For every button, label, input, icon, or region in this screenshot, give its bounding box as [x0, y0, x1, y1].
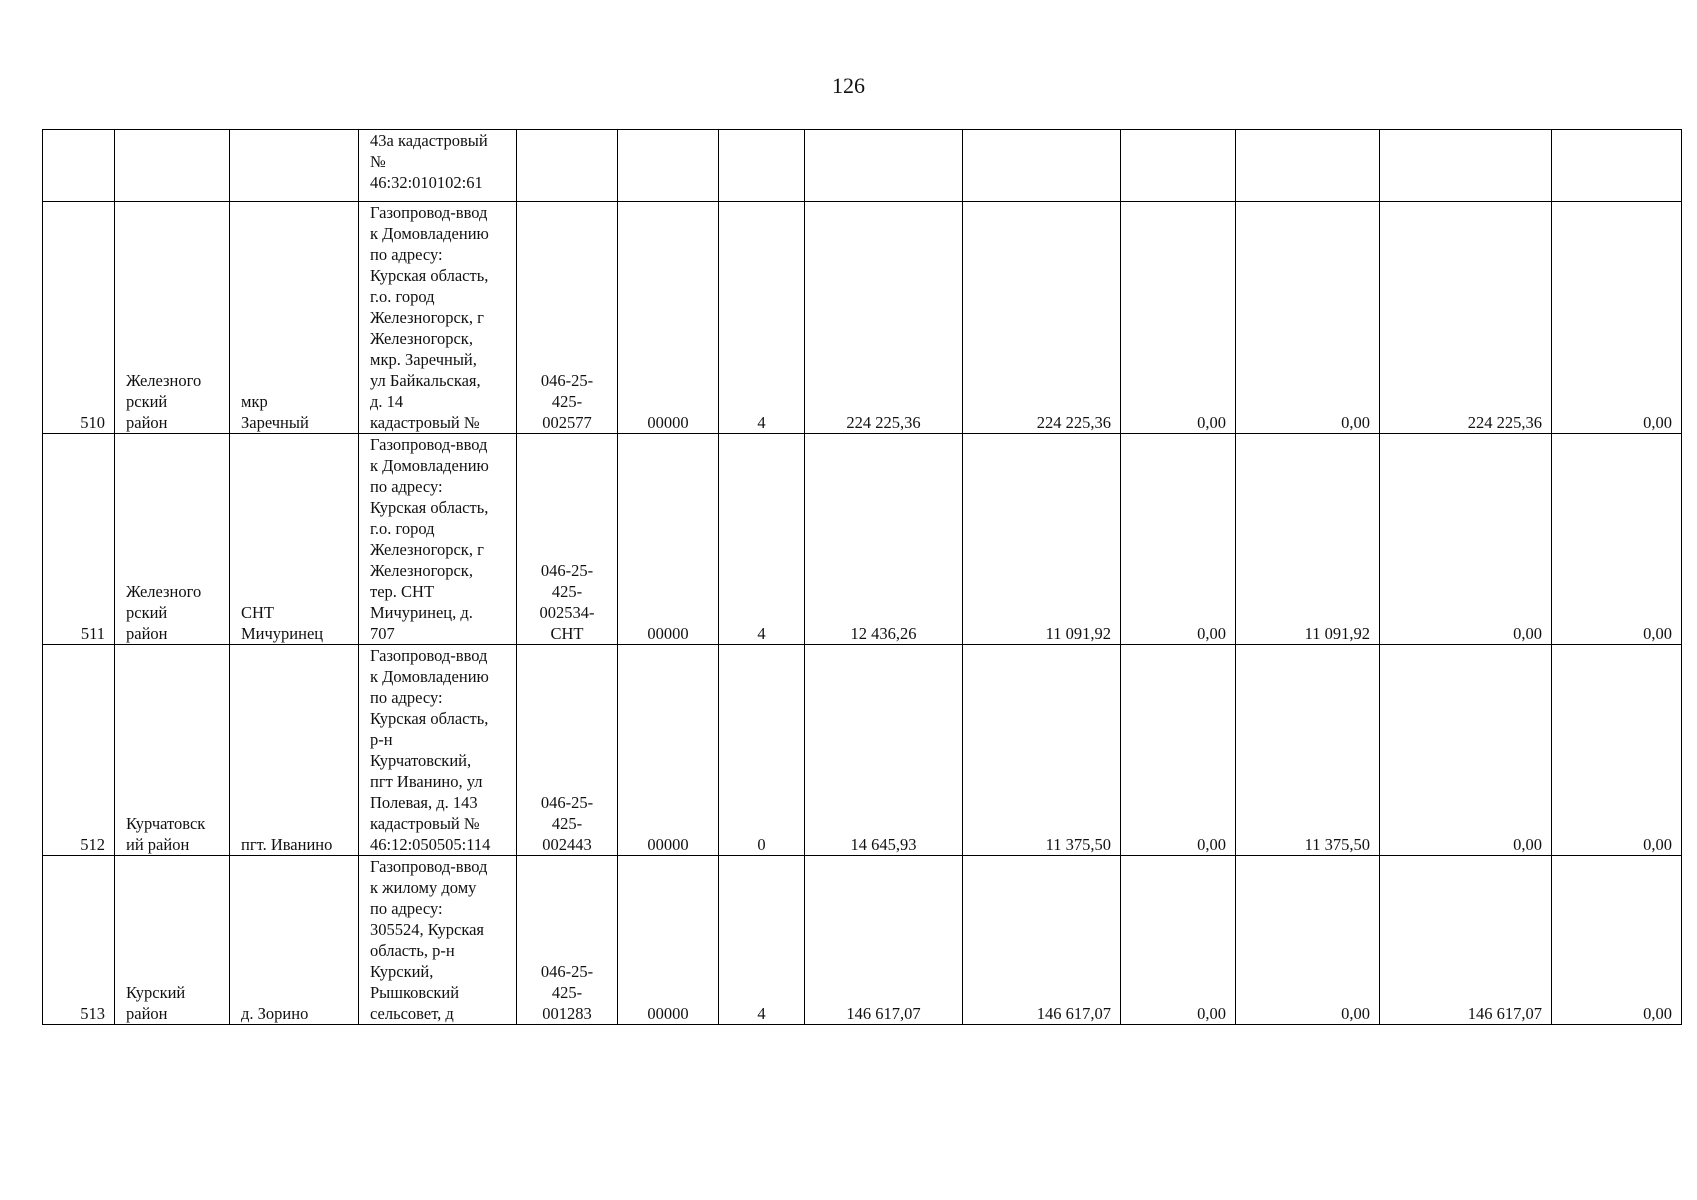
- cell-initial-cost: 146 617,07: [805, 856, 963, 1025]
- cell-group: 4: [719, 434, 805, 645]
- table-row: [43, 130, 1682, 202]
- cell-value-a: 0,00: [1121, 645, 1236, 856]
- cell-value-c: [1380, 130, 1552, 202]
- cell-value-d: 0,00: [1552, 202, 1682, 434]
- cell-district: Курчатовск ий район: [115, 645, 230, 856]
- cell-index: 511: [43, 434, 115, 645]
- cell-value-b: 11 091,92: [1236, 434, 1380, 645]
- cell-group: 0: [719, 645, 805, 856]
- cell-locality: СНТ Мичуринец: [230, 434, 359, 645]
- cell-value-a: 0,00: [1121, 202, 1236, 434]
- cell-initial-cost: 224 225,36: [805, 202, 963, 434]
- cell-inventory-number: 046-25- 425- 002443: [517, 645, 618, 856]
- cell-index: 512: [43, 645, 115, 856]
- cell-value-a: 0,00: [1121, 856, 1236, 1025]
- table-row: [43, 202, 1682, 434]
- cell-code: 00000: [618, 202, 719, 434]
- cell-code: 00000: [618, 645, 719, 856]
- table-row: [43, 434, 1682, 645]
- cell-inventory-number: 046-25- 425- 002577: [517, 202, 618, 434]
- cell-value-b: 0,00: [1236, 202, 1380, 434]
- asset-registry-table: [42, 129, 1682, 1025]
- cell-group: 4: [719, 856, 805, 1025]
- cell-description: Газопровод-ввод к Домовладению по адресу: Курская область, г.о. город Железногорск, г Железногорск, мкр. Заречный, ул Байкальская, д. 14 кадастровый №: [359, 202, 517, 434]
- cell-value-c: 0,00: [1380, 645, 1552, 856]
- cell-district: Железного рский район: [115, 202, 230, 434]
- cell-value-a: [1121, 130, 1236, 202]
- cell-description: 43а кадастровый № 46:32:010102:61: [359, 130, 517, 202]
- cell-value-b: 0,00: [1236, 856, 1380, 1025]
- cell-residual-cost: 146 617,07: [963, 856, 1121, 1025]
- cell-inventory-number: 046-25- 425- 002534- СНТ: [517, 434, 618, 645]
- cell-residual-cost: 11 375,50: [963, 645, 1121, 856]
- cell-inventory-number: [517, 130, 618, 202]
- cell-value-a: 0,00: [1121, 434, 1236, 645]
- page-number: 126: [832, 73, 865, 98]
- cell-code: 00000: [618, 856, 719, 1025]
- cell-value-c: 146 617,07: [1380, 856, 1552, 1025]
- cell-value-d: [1552, 130, 1682, 202]
- cell-residual-cost: 11 091,92: [963, 434, 1121, 645]
- cell-inventory-number: 046-25- 425- 001283: [517, 856, 618, 1025]
- cell-initial-cost: [805, 130, 963, 202]
- cell-description: Газопровод-ввод к Домовладению по адресу: Курская область, р-н Курчатовский, пгт Иванино, ул Полевая, д. 143 кадастровый № 46:12:050505:114: [359, 645, 517, 856]
- cell-value-c: 0,00: [1380, 434, 1552, 645]
- cell-description: Газопровод-ввод к жилому дому по адресу: 305524, Курская область, р-н Курский, Рышковский сельсовет, д: [359, 856, 517, 1025]
- cell-code: [618, 130, 719, 202]
- cell-locality: пгт. Иванино: [230, 645, 359, 856]
- cell-value-c: 224 225,36: [1380, 202, 1552, 434]
- cell-value-d: 0,00: [1552, 856, 1682, 1025]
- cell-group: 4: [719, 202, 805, 434]
- cell-group: [719, 130, 805, 202]
- cell-code: 00000: [618, 434, 719, 645]
- cell-initial-cost: 14 645,93: [805, 645, 963, 856]
- cell-value-d: 0,00: [1552, 645, 1682, 856]
- cell-residual-cost: [963, 130, 1121, 202]
- cell-value-d: 0,00: [1552, 434, 1682, 645]
- cell-district: Курский район: [115, 856, 230, 1025]
- cell-district: [115, 130, 230, 202]
- cell-initial-cost: 12 436,26: [805, 434, 963, 645]
- cell-index: 513: [43, 856, 115, 1025]
- table-row: [43, 856, 1682, 1025]
- cell-index: 510: [43, 202, 115, 434]
- cell-value-b: 11 375,50: [1236, 645, 1380, 856]
- cell-district: Железного рский район: [115, 434, 230, 645]
- cell-description: Газопровод-ввод к Домовладению по адресу: Курская область, г.о. город Железногорск, г Железногорск, тер. СНТ Мичуринец, д. 707: [359, 434, 517, 645]
- cell-locality: д. Зорино: [230, 856, 359, 1025]
- table-row: [43, 645, 1682, 856]
- cell-value-b: [1236, 130, 1380, 202]
- cell-index: [43, 130, 115, 202]
- cell-locality: мкр Заречный: [230, 202, 359, 434]
- cell-residual-cost: 224 225,36: [963, 202, 1121, 434]
- cell-locality: [230, 130, 359, 202]
